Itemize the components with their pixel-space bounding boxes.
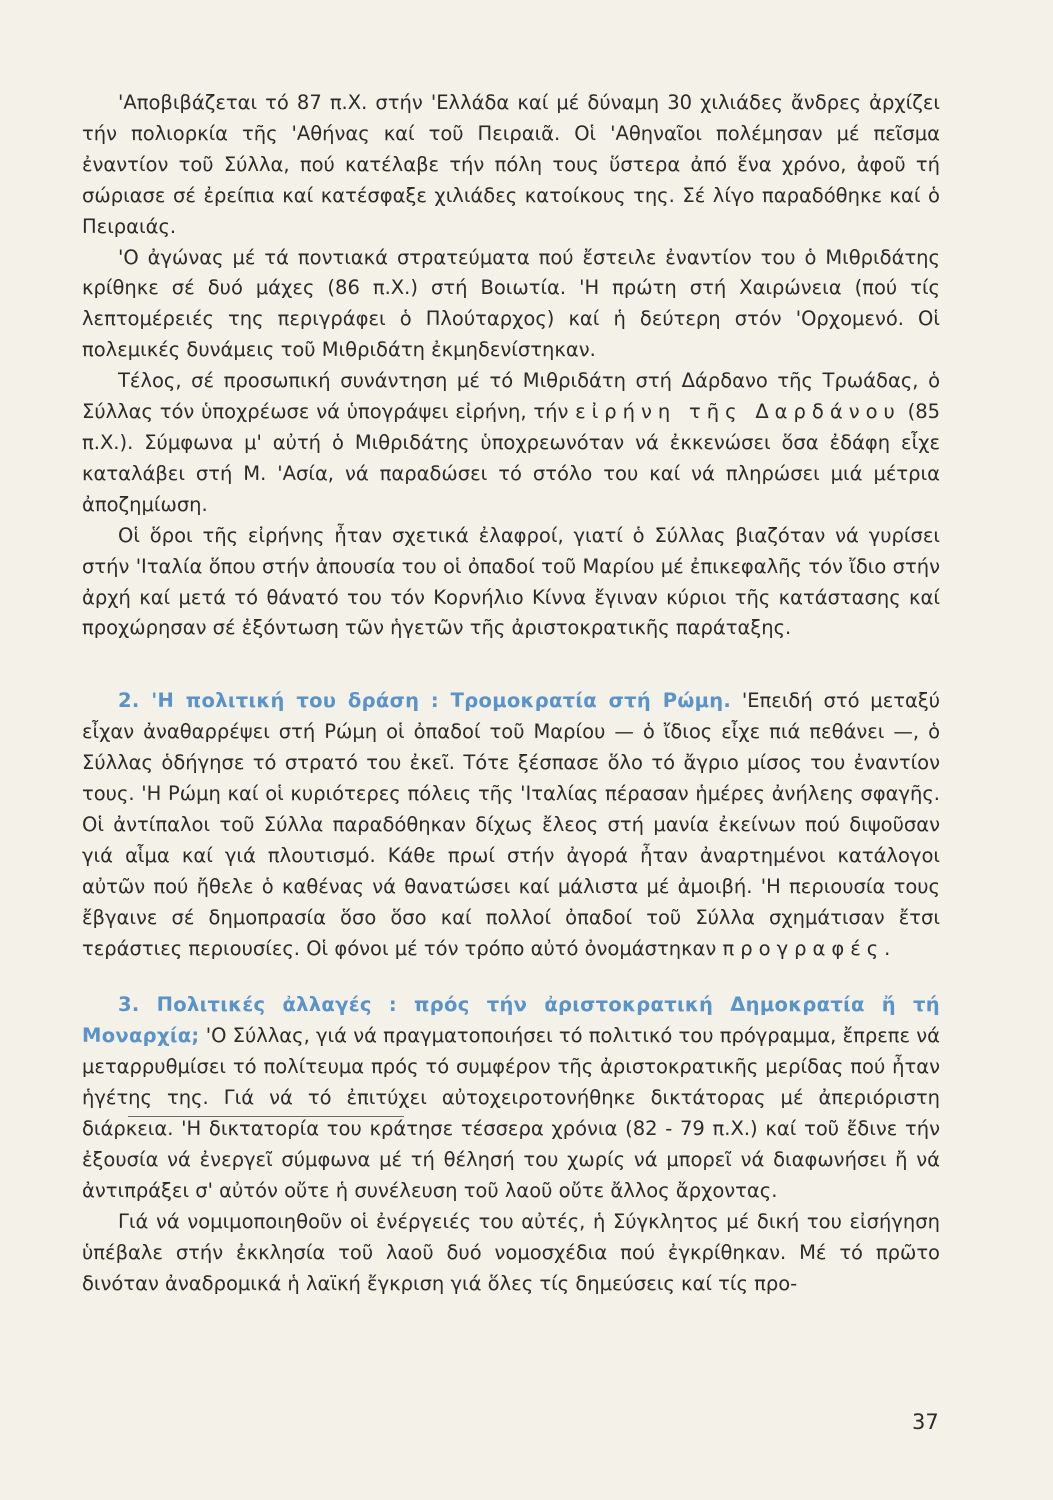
section-divider bbox=[128, 1116, 404, 1117]
paragraph-boeotia-battles: 'Ο ἀγώνας μέ τά ποντιακά στρατεύματα πού ἔστειλε ἐναντίον του ὁ Μιθριδάτης κρίθηκε σέ δυό μάχες (86 π.Χ.) στή Βοιωτία. 'Η πρώτη στή Χαιρώνεια (πού τίς λεπτομέρειές της περιγράφει ὁ Πλούταρχος) καί ἡ δεύτερη στόν 'Ορχομενό. Οἱ πολεμικές δυνάμεις τοῦ Μιθριδάτη ἐκμηδενίστηκαν. bbox=[82, 245, 940, 362]
proscriptions-term: προγραφές. bbox=[722, 936, 897, 960]
section-2-heading: 2. 'Η πολιτική του δράση : Τρομοκρατία στή Ρώμη. bbox=[118, 689, 732, 713]
section-2-text: 'Επειδή στό μεταξύ εἶχαν ἀναθαρρέψει στή Ρώμη οἱ ὀπαδοί τοῦ Μαρίου — ὁ ἴδιος εἶχε πιά πεθάνει —, ὁ Σύλλας ὁδήγησε τό στρατό του ἐκεῖ. Τότε ξέσπασε ὅλο τό ἄγριο μίσος του ἐναντίον τους. 'Η Ρώμη καί οἱ κυριότερες πόλεις τῆς 'Ιταλίας πέρασαν ἡμέρες ἀνήλεης σφαγῆς. Οἱ ἀντίπαλοι τοῦ Σύλλα παραδόθηκαν δίχως ἔλεος στή μανία ἐκείνων πού διψοῦσαν γιά αἷμα καί γιά πλουτισμό. Κάθε πρωί στήν ἀγορά ἦταν ἀναρτημένοι κατάλογοι αὐτῶν πού ἤθελε ὁ καθένας νά θανατώσει καί μάλιστα μέ ἀμοιβή. 'Η περιουσία τους ἔβγαινε σέ δημοπρασία ὅσο ὅσο καί πολλοί ὀπαδοί τοῦ Σύλλα σχημάτισαν ἔτσι τεράστιες περιουσίες. Οἱ φόνοι μέ τόν τρόπο αὐτό ὀνομάστηκαν bbox=[82, 689, 940, 960]
spacer bbox=[82, 964, 940, 990]
paragraph-landing-athens: 'Αποβιβάζεται τό 87 π.Χ. στήν 'Ελλάδα καί μέ δύναμη 30 χιλιάδες ἄνδρες ἀρχίζει τήν πολιορκία τῆς 'Αθήνας καί τοῦ Πειραιᾶ. Οἱ 'Αθηναῖοι πολέμησαν μέ πεῖσμα ἐναντίον τοῦ Σύλλα, πού κατέλαβε τήν πόλη τους ὕστερα ἀπό ἕνα χρόνο, ἀφοῦ τή σώριασε σέ ἐρείπια καί κατέσφαξε χιλιάδες κατοίκους της. Σέ λίγο παραδόθηκε καί ὁ Πειραιάς. bbox=[82, 91, 940, 238]
paragraph-senate-bills: Γιά νά νομιμοποιηθοῦν οἱ ἐνέργειές του αὐτές, ἡ Σύγκλητος μέ δική του εἰσήγηση ὑπέβαλε στήν ἐκκλησία τοῦ λαοῦ δυό νομοσχέδια πού ἐγκρίθηκαν. Μέ τό πρῶτο δινόταν ἀναδρομικά ἡ λαϊκή ἔγκριση γιά ὅλες τίς δημεύσεις καί τίς προ- bbox=[82, 1209, 940, 1295]
peace-text-part2: (85 π.Χ.). Σύμφωνα μ' αὐτή ὁ Μιθριδάτης ὑποχρεωνόταν νά ἐκκενώσει ὅσα ἐδάφη εἶχε καταλάβει στή Μ. 'Ασία, νά παραδώσει τό στόλο του καί νά πληρώσει μιά μέτρια ἀποζημίωση. bbox=[82, 400, 941, 516]
section-3-text: 'Ο Σύλλας, γιά νά πραγματοποιήσει τό πολιτικό του πρόγραμμα, ἔπρεπε νά μεταρρυθμίσει τό πολίτευμα πρός τό συμφέρον τῆς ἀριστοκρατικῆς μερίδας πού ἦταν ἡγέτης της. Γιά νά τό ἐπιτύχει αὐτοχειροτονήθηκε δικτάτορας μέ ἀπεριόριστη διάρκεια. 'Η δικτατορία του κράτησε τέσσερα χρόνια (82 - 79 π.Χ.) καί τοῦ ἔδινε τήν ἐξουσία νά ἐνεργεῖ σύμφωνα μέ τή θέλησή του χωρίς νά μπορεῖ νά διαφωνήσει ἤ νά ἀντιπράξει σ' αὐτόν οὔτε ἡ συνέλευση τοῦ λαοῦ οὔτε ἄλλος ἄρχοντας. bbox=[82, 1024, 941, 1202]
paragraph-peace-terms: Οἱ ὅροι τῆς εἰρήνης ἦταν σχετικά ἐλαφροί, γιατί ὁ Σύλλας βιαζόταν νά γυρίσει στήν 'Ιταλία ὅπου στήν ἀπουσία του οἱ ὀπαδοί τοῦ Μαρίου μέ ἐπικεφαλῆς τόν ἴδιο στήν ἀρχή καί μετά τό θάνατό του τόν Κορνήλιο Κίννα ἔγιναν κύριοι τῆς κατάστασης καί προχώρησαν σέ ἐξόντωση τῶν ἡγετῶν τῆς ἀριστοκρατικῆς παράταξης. bbox=[82, 523, 940, 640]
paragraph-peace-dardanus bbox=[82, 366, 940, 521]
section-3-paragraph bbox=[82, 990, 940, 1206]
peace-of-dardanus-term: εἰρήνη τῆς Δαρδάνου bbox=[575, 400, 901, 424]
section-2-paragraph bbox=[82, 686, 940, 964]
page-number: 37 bbox=[912, 1410, 939, 1434]
peace-text-part1: Τέλος, σέ προσωπική συνάντηση μέ τό Μιθριδάτη στή Δάρδανο τῆς Τρωάδας, ὁ Σύλλας τόν ὑποχρέωσε νά ὑπογράψει εἰρήνη, τήν bbox=[82, 369, 940, 424]
spacer bbox=[82, 644, 940, 686]
section-3-heading: 3. Πολιτικές ἀλλαγές : πρός τήν ἀριστοκρατική Δημοκρατία ἤ τή Μοναρχία; bbox=[82, 993, 940, 1048]
body-text bbox=[82, 88, 940, 1300]
